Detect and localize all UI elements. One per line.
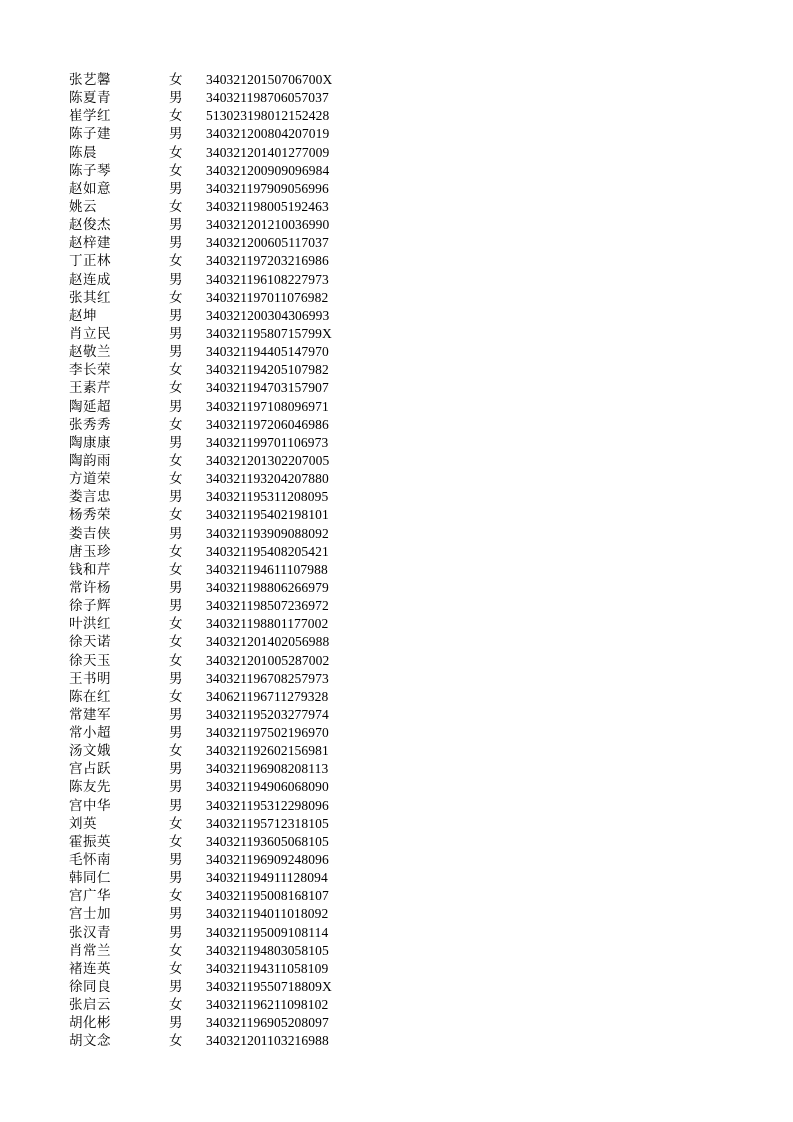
person-gender: 男 <box>169 525 183 542</box>
person-gender: 男 <box>169 344 183 361</box>
roster-list <box>69 71 369 1051</box>
person-gender: 女 <box>169 543 183 560</box>
table-row <box>69 688 369 706</box>
person-id-number: 340321201402056988 <box>206 634 330 650</box>
person-name: 韩同仁 <box>69 870 111 887</box>
table-row <box>69 887 369 905</box>
person-gender: 男 <box>169 761 183 778</box>
person-gender: 女 <box>169 815 183 832</box>
person-name: 宫中华 <box>69 797 111 814</box>
person-gender: 女 <box>169 471 183 488</box>
person-gender: 女 <box>169 743 183 760</box>
person-gender: 女 <box>169 960 183 977</box>
person-gender: 女 <box>169 634 183 651</box>
person-id-number: 340321195402198101 <box>206 507 329 523</box>
table-row <box>69 960 369 978</box>
person-name: 王书明 <box>69 670 111 687</box>
person-id-number: 340321200804207019 <box>206 126 330 142</box>
table-row <box>69 216 369 234</box>
person-name: 赵如意 <box>69 180 111 197</box>
person-gender: 女 <box>169 997 183 1014</box>
person-name: 张秀秀 <box>69 416 111 433</box>
person-gender: 男 <box>169 725 183 742</box>
person-id-number: 340321195203277974 <box>206 706 329 722</box>
table-row <box>69 252 369 270</box>
table-row <box>69 234 369 252</box>
person-id-number: 340321193909088092 <box>206 525 329 541</box>
person-name: 娄吉侠 <box>69 525 111 542</box>
person-id-number: 340321195008168107 <box>206 888 329 904</box>
person-id-number: 340321197011076982 <box>206 289 329 305</box>
table-row <box>69 506 369 524</box>
person-id-number: 340321200909096984 <box>206 162 330 178</box>
table-row <box>69 89 369 107</box>
person-gender: 女 <box>169 108 183 125</box>
person-id-number: 340621196711279328 <box>206 688 329 704</box>
person-gender: 男 <box>169 598 183 615</box>
person-gender: 男 <box>169 797 183 814</box>
person-id-number: 340321199701106973 <box>206 434 329 450</box>
table-row <box>69 180 369 198</box>
person-name: 陈友先 <box>69 779 111 796</box>
person-name: 钱和芹 <box>69 561 111 578</box>
person-name: 赵梓建 <box>69 235 111 252</box>
person-gender: 男 <box>169 579 183 596</box>
table-row <box>69 1014 369 1032</box>
person-id-number: 340321195312298096 <box>206 797 329 813</box>
table-row <box>69 416 369 434</box>
person-id-number: 340321198706057037 <box>206 90 329 106</box>
person-id-number: 340321197909056996 <box>206 180 329 196</box>
table-row <box>69 633 369 651</box>
person-id-number: 340321196708257973 <box>206 670 329 686</box>
table-row <box>69 398 369 416</box>
person-name: 徐天诺 <box>69 634 111 651</box>
person-gender: 女 <box>169 616 183 633</box>
table-row <box>69 597 369 615</box>
person-id-number: 340321195712318105 <box>206 815 329 831</box>
table-row <box>69 525 369 543</box>
person-gender: 女 <box>169 380 183 397</box>
person-id-number: 340321194703157907 <box>206 380 329 396</box>
table-row <box>69 488 369 506</box>
person-name: 宫士加 <box>69 906 111 923</box>
person-id-number: 340321201005287002 <box>206 652 330 668</box>
person-gender: 男 <box>169 90 183 107</box>
person-name: 徐天玉 <box>69 652 111 669</box>
table-row <box>69 289 369 307</box>
person-id-number: 340321197108096971 <box>206 398 329 414</box>
person-id-number: 340321193204207880 <box>206 471 329 487</box>
table-row <box>69 271 369 289</box>
person-name: 陈子琴 <box>69 162 111 179</box>
person-gender: 男 <box>169 126 183 143</box>
person-gender: 女 <box>169 72 183 88</box>
person-name: 常小超 <box>69 725 111 742</box>
person-id-number: 340321196909248096 <box>206 852 329 868</box>
person-name: 胡化彬 <box>69 1015 111 1032</box>
person-gender: 男 <box>169 979 183 996</box>
person-id-number: 340321194311058109 <box>206 960 329 976</box>
person-name: 刘英 <box>69 815 97 832</box>
person-name: 张启云 <box>69 997 111 1014</box>
person-name: 褚连英 <box>69 960 111 977</box>
person-id-number: 340321196905208097 <box>206 1015 329 1031</box>
person-gender: 男 <box>169 670 183 687</box>
table-row <box>69 71 369 89</box>
table-row <box>69 905 369 923</box>
person-gender: 女 <box>169 507 183 524</box>
person-id-number: 340321197203216986 <box>206 253 329 269</box>
person-id-number: 340321201103216988 <box>206 1033 329 1049</box>
person-id-number: 340321201210036990 <box>206 217 330 233</box>
person-name: 霍振英 <box>69 833 111 850</box>
table-row <box>69 851 369 869</box>
table-row <box>69 996 369 1014</box>
person-name: 胡文念 <box>69 1033 111 1050</box>
table-row <box>69 325 369 343</box>
table-row <box>69 724 369 742</box>
table-row <box>69 924 369 942</box>
person-id-number: 340321198507236972 <box>206 598 329 614</box>
person-gender: 男 <box>169 852 183 869</box>
person-name: 张其红 <box>69 289 111 306</box>
person-gender: 男 <box>169 235 183 252</box>
person-id-number: 340321194011018092 <box>206 906 329 922</box>
person-name: 陶康康 <box>69 434 111 451</box>
person-id-number: 340321194205107982 <box>206 362 329 378</box>
person-id-number: 340321194405147970 <box>206 344 329 360</box>
person-id-number: 340321198801177002 <box>206 616 329 632</box>
person-name: 宫占跃 <box>69 761 111 778</box>
table-row <box>69 760 369 778</box>
table-row <box>69 797 369 815</box>
person-gender: 女 <box>169 253 183 270</box>
person-name: 崔学红 <box>69 108 111 125</box>
table-row <box>69 1032 369 1050</box>
person-gender: 男 <box>169 434 183 451</box>
table-row <box>69 307 369 325</box>
person-name: 毛怀南 <box>69 852 111 869</box>
person-gender: 女 <box>169 162 183 179</box>
table-row <box>69 942 369 960</box>
person-gender: 女 <box>169 833 183 850</box>
person-id-number: 34032119580715799X <box>206 325 332 341</box>
table-row <box>69 343 369 361</box>
person-id-number: 340321193605068105 <box>206 833 329 849</box>
person-id-number: 340321196211098102 <box>206 997 329 1013</box>
person-name: 王素芹 <box>69 380 111 397</box>
person-gender: 女 <box>169 144 183 161</box>
person-gender: 男 <box>169 398 183 415</box>
person-id-number: 340321194611107988 <box>206 561 328 577</box>
person-name: 肖常兰 <box>69 942 111 959</box>
table-row <box>69 198 369 216</box>
person-name: 徐同良 <box>69 979 111 996</box>
table-row <box>69 615 369 633</box>
table-row <box>69 869 369 887</box>
person-id-number: 340321196108227973 <box>206 271 329 287</box>
person-id-number: 340321194906068090 <box>206 779 329 795</box>
person-gender: 男 <box>169 906 183 923</box>
table-row <box>69 652 369 670</box>
person-gender: 男 <box>169 870 183 887</box>
person-name: 陶韵雨 <box>69 452 111 469</box>
table-row <box>69 452 369 470</box>
person-id-number: 340321196908208113 <box>206 761 329 777</box>
person-name: 陈在红 <box>69 688 111 705</box>
person-id-number: 340321195009108114 <box>206 924 329 940</box>
table-row <box>69 561 369 579</box>
person-gender: 女 <box>169 362 183 379</box>
person-name: 李长荣 <box>69 362 111 379</box>
person-gender: 女 <box>169 942 183 959</box>
table-row <box>69 434 369 452</box>
person-name: 陶延超 <box>69 398 111 415</box>
person-gender: 男 <box>169 307 183 324</box>
person-name: 赵敬兰 <box>69 344 111 361</box>
person-id-number: 340321198806266979 <box>206 579 329 595</box>
person-name: 徐子辉 <box>69 598 111 615</box>
person-name: 叶洪红 <box>69 616 111 633</box>
person-gender: 男 <box>169 180 183 197</box>
table-row <box>69 107 369 125</box>
person-id-number: 340321194803058105 <box>206 942 329 958</box>
person-name: 方道荣 <box>69 471 111 488</box>
table-row <box>69 778 369 796</box>
person-id-number: 340321201302207005 <box>206 452 330 468</box>
person-id-number: 340321197206046986 <box>206 416 329 432</box>
person-id-number: 513023198012152428 <box>206 108 330 124</box>
person-gender: 女 <box>169 416 183 433</box>
person-id-number: 340321195311208095 <box>206 489 329 505</box>
person-id-number: 340321192602156981 <box>206 743 329 759</box>
person-name: 常建军 <box>69 706 111 723</box>
person-gender: 女 <box>169 198 183 215</box>
person-name: 肖立民 <box>69 325 111 342</box>
table-row <box>69 978 369 996</box>
table-row <box>69 742 369 760</box>
table-row <box>69 144 369 162</box>
person-gender: 女 <box>169 888 183 905</box>
person-gender: 女 <box>169 452 183 469</box>
table-row <box>69 833 369 851</box>
person-id-number: 340321200605117037 <box>206 235 329 251</box>
table-row <box>69 706 369 724</box>
table-row <box>69 470 369 488</box>
person-gender: 男 <box>169 1015 183 1032</box>
person-id-number: 34032120150706700X <box>206 72 333 87</box>
table-row <box>69 361 369 379</box>
person-gender: 男 <box>169 271 183 288</box>
person-id-number: 340321198005192463 <box>206 198 329 214</box>
person-name: 赵连成 <box>69 271 111 288</box>
person-id-number: 340321194911128094 <box>206 870 328 886</box>
person-gender: 女 <box>169 289 183 306</box>
person-gender: 男 <box>169 779 183 796</box>
person-name: 丁正林 <box>69 253 111 270</box>
person-gender: 男 <box>169 217 183 234</box>
person-gender: 男 <box>169 706 183 723</box>
person-name: 赵坤 <box>69 307 97 324</box>
person-gender: 女 <box>169 1033 183 1050</box>
person-gender: 女 <box>169 688 183 705</box>
person-name: 张艺馨 <box>69 72 111 88</box>
person-name: 娄言忠 <box>69 489 111 506</box>
person-name: 陈子建 <box>69 126 111 143</box>
person-name: 陈晨 <box>69 144 97 161</box>
person-name: 杨秀荣 <box>69 507 111 524</box>
person-name: 常许杨 <box>69 579 111 596</box>
person-name: 汤文娥 <box>69 743 111 760</box>
person-id-number: 340321197502196970 <box>206 725 329 741</box>
person-id-number: 34032119550718809X <box>206 979 332 995</box>
person-gender: 女 <box>169 561 183 578</box>
table-row <box>69 670 369 688</box>
table-row <box>69 579 369 597</box>
person-name: 陈夏青 <box>69 90 111 107</box>
person-gender: 男 <box>169 325 183 342</box>
table-row <box>69 815 369 833</box>
person-name: 唐玉珍 <box>69 543 111 560</box>
person-id-number: 340321201401277009 <box>206 144 330 160</box>
table-row <box>69 162 369 180</box>
person-id-number: 340321195408205421 <box>206 543 329 559</box>
person-id-number: 340321200304306993 <box>206 307 330 323</box>
table-row <box>69 379 369 397</box>
person-name: 姚云 <box>69 198 97 215</box>
table-row <box>69 543 369 561</box>
person-gender: 男 <box>169 489 183 506</box>
person-gender: 女 <box>169 652 183 669</box>
person-name: 张汉青 <box>69 924 111 941</box>
person-name: 赵俊杰 <box>69 217 111 234</box>
person-gender: 男 <box>169 924 183 941</box>
table-row <box>69 125 369 143</box>
person-name: 宫广华 <box>69 888 111 905</box>
